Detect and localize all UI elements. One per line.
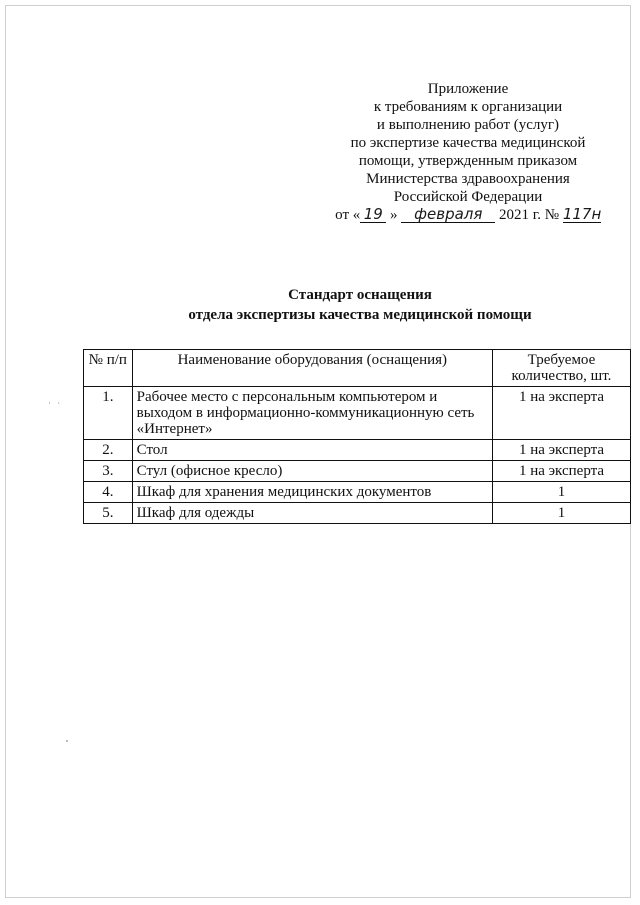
table-row — [84, 503, 631, 524]
header-num: № п/п — [84, 350, 133, 387]
table-row — [84, 482, 631, 503]
table-row — [84, 387, 631, 440]
table-row — [84, 440, 631, 461]
appendix-block — [318, 80, 618, 224]
date-mid: » — [390, 207, 398, 223]
appendix-line: Российской Федерации — [393, 189, 543, 205]
row-name: Стул (офисное кресло) — [132, 461, 492, 482]
document-title — [0, 285, 640, 325]
appendix-line: Приложение — [427, 81, 509, 97]
handwritten-month: февраля — [401, 207, 495, 223]
header-name: Наименование оборудования (оснащения) — [132, 350, 492, 387]
header-qty: Требуемое количество, шт. — [492, 350, 630, 387]
row-qty: 1 на эксперта — [492, 461, 630, 482]
appendix-line: Министерства здравоохранения — [366, 171, 570, 187]
scan-dots: · · — [48, 398, 63, 408]
row-num: 5. — [84, 503, 133, 524]
appendix-line: по экспертизе качества медицинской — [350, 135, 586, 151]
row-num: 4. — [84, 482, 133, 503]
appendix-line: к требованиям к организации — [373, 99, 563, 115]
row-name: Шкаф для одежды — [132, 503, 492, 524]
row-qty: 1 на эксперта — [492, 387, 630, 440]
row-qty: 1 — [492, 503, 630, 524]
title-line-2: отдела экспертизы качества медицинской помощи — [188, 307, 532, 323]
equipment-table — [83, 349, 631, 524]
row-num: 3. — [84, 461, 133, 482]
row-qty: 1 на эксперта — [492, 440, 630, 461]
date-prefix: от « — [335, 207, 361, 223]
table-row — [84, 461, 631, 482]
row-name: Шкаф для хранения медицинских документов — [132, 482, 492, 503]
appendix-line: помощи, утвержденным приказом — [358, 153, 578, 169]
scan-speck — [66, 740, 68, 742]
handwritten-order-number: 117н — [562, 205, 602, 223]
order-date-line — [318, 206, 618, 224]
row-num: 2. — [84, 440, 133, 461]
row-qty: 1 — [492, 482, 630, 503]
handwritten-day: 19 — [360, 207, 386, 223]
title-line-1: Стандарт оснащения — [288, 287, 432, 303]
date-year: 2021 г. № — [499, 207, 560, 223]
row-name: Рабочее место с персональным компьютером и выходом в информационно-коммуникационную сеть «Интернет» — [132, 387, 492, 440]
appendix-line: и выполнению работ (услуг) — [376, 117, 560, 133]
row-num: 1. — [84, 387, 133, 440]
table-header-row — [84, 350, 631, 387]
row-name: Стол — [132, 440, 492, 461]
